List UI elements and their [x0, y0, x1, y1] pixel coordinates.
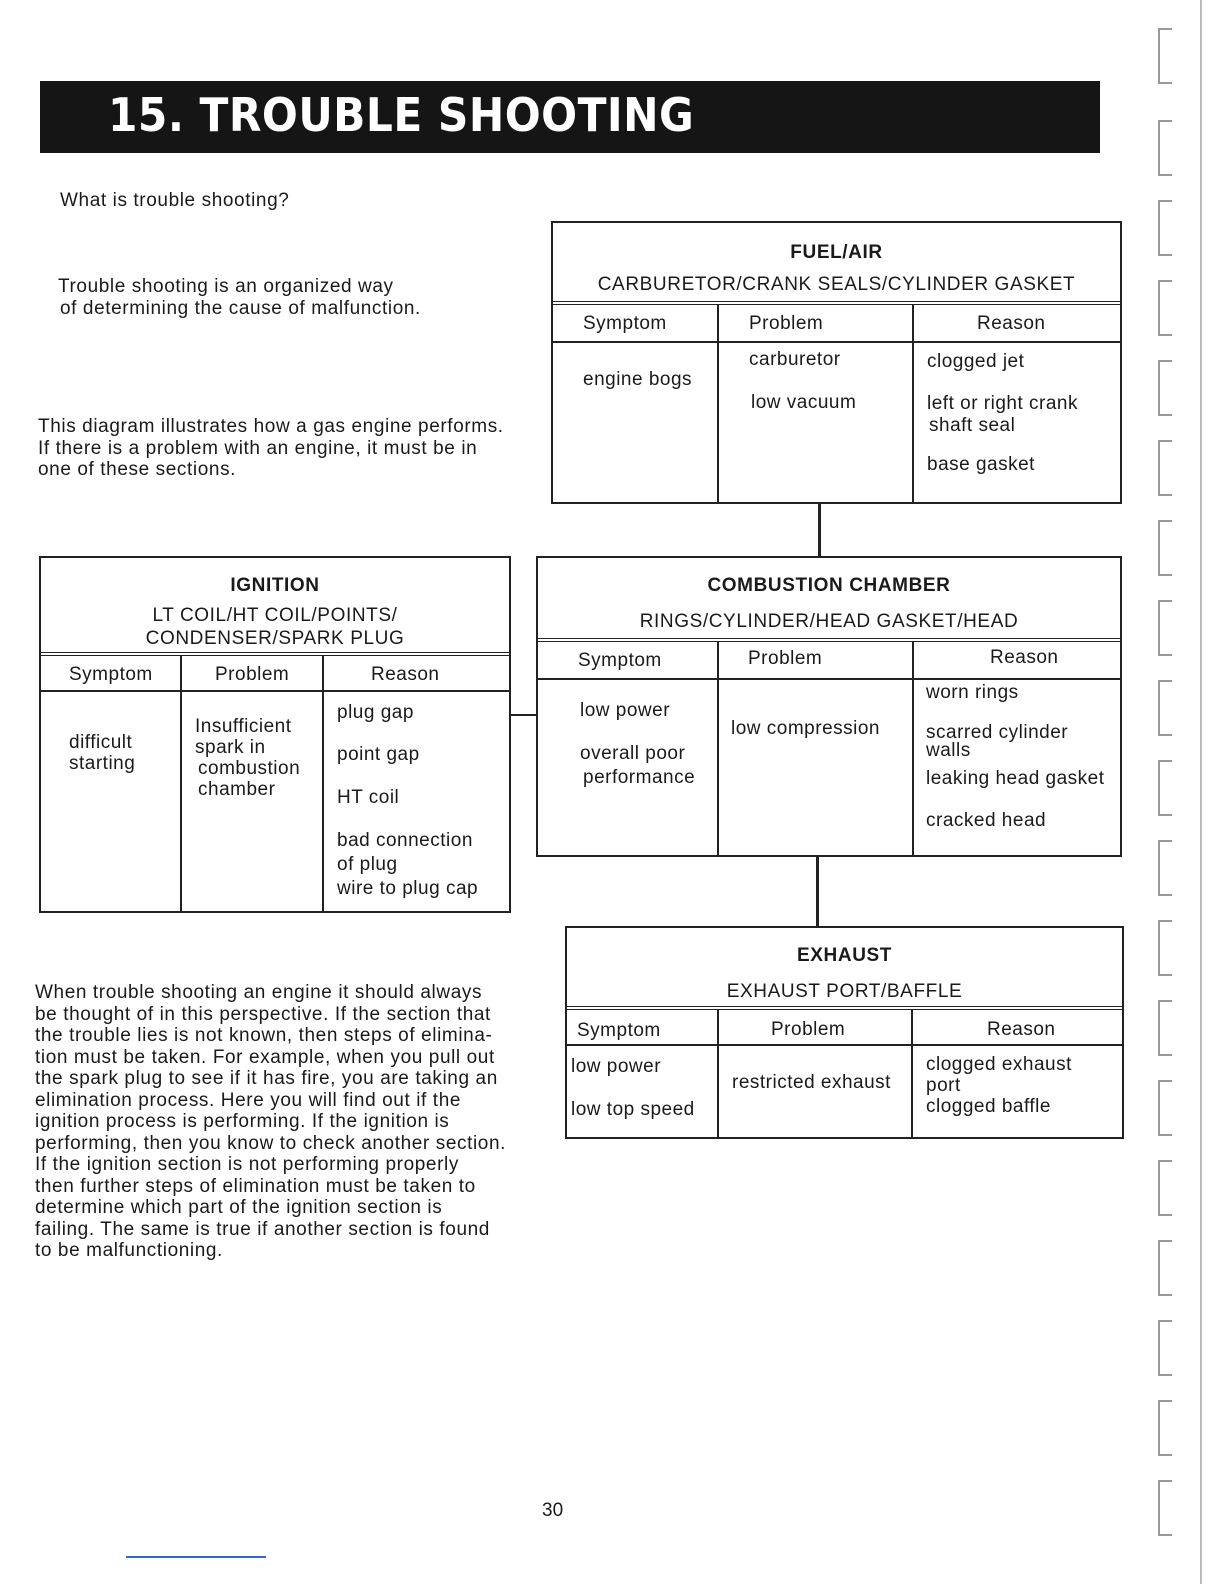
exhaust-heading: [567, 944, 1122, 1004]
binder-mark: [1158, 1240, 1172, 1296]
header-divider: [538, 678, 1120, 680]
reason-header: Reason: [987, 1019, 1056, 1040]
col-divider: [717, 1010, 719, 1137]
body-line: When trouble shooting an engine it should always: [35, 982, 483, 1003]
col-divider: [717, 642, 719, 855]
body-line: If the ignition section is not performing properly: [35, 1154, 459, 1175]
col-divider: [912, 642, 914, 855]
reason-cell: left or right crank: [927, 393, 1078, 414]
reason-line: scarred cylinder: [926, 722, 1069, 743]
reason-cell: worn rings: [926, 682, 1019, 703]
binder-mark: [1158, 120, 1172, 176]
ignition-heading: [41, 574, 509, 650]
exhaust-table: [567, 1006, 1122, 1137]
binder-mark: [1158, 1400, 1172, 1456]
reason-line: clogged baffle: [926, 1096, 1051, 1117]
reason-line: port: [926, 1075, 961, 1096]
body-line: tion must be taken. For example, when you pull out: [35, 1046, 495, 1068]
problem-header: Problem: [749, 313, 824, 334]
body-line: elimination process. Here you will find out if the: [35, 1089, 462, 1111]
reason-cell: point gap: [337, 744, 420, 765]
footer-rule: [126, 1556, 266, 1558]
combustion-subtitle: RINGS/CYLINDER/HEAD GASKET/HEAD: [639, 611, 1019, 632]
problem-header: Problem: [748, 648, 823, 669]
binder-mark: [1158, 360, 1172, 416]
ignition-subtitle-line: CONDENSER/SPARK PLUG: [145, 628, 405, 649]
page-title: 15. TROUBLE SHOOTING: [108, 88, 695, 142]
binder-mark: [1158, 280, 1172, 336]
body-line: the spark plug to see if it has fire, you are taking an: [35, 1068, 498, 1089]
reason-header: Reason: [977, 313, 1046, 334]
combustion-heading: [538, 574, 1120, 634]
problem-header: Problem: [215, 664, 290, 685]
combustion-table: [538, 638, 1120, 855]
body-paragraph: [35, 982, 506, 1262]
reason-line: walls: [926, 740, 971, 761]
symptom-header: Symptom: [69, 664, 153, 685]
binder-mark: [1158, 1160, 1172, 1216]
reason-line: of plug: [337, 854, 398, 875]
body-line: failing. The same is true if another section is found: [35, 1218, 490, 1240]
symptom-header: Symptom: [583, 313, 667, 334]
problem-line: chamber: [198, 779, 276, 800]
symptom-header: Symptom: [577, 1020, 661, 1041]
problem-line: Insufficient: [195, 716, 292, 737]
problem-line: combustion: [198, 758, 301, 779]
binder-mark: [1158, 1000, 1172, 1056]
reason-cell: cracked head: [926, 810, 1047, 831]
ignition-section: [39, 556, 511, 913]
binder-mark: [1158, 1320, 1172, 1376]
binder-mark: [1158, 600, 1172, 656]
fuel-air-section: [551, 221, 1122, 504]
symptom-cell: low top speed: [571, 1099, 695, 1120]
connector-ignition-combustion: [510, 714, 537, 716]
symptom-cell: low power: [580, 700, 671, 721]
body-line: ignition process is performing. If the ignition is: [35, 1111, 450, 1132]
reason-line: bad connection: [337, 830, 473, 851]
binder-mark: [1158, 200, 1172, 256]
definition-line: of determining the cause of malfunction.: [60, 297, 421, 319]
symptom-header: Symptom: [578, 650, 662, 671]
note-line: This diagram illustrates how a gas engine performs.: [38, 416, 504, 437]
binder-mark: [1158, 520, 1172, 576]
ignition-table: [41, 652, 509, 911]
symptom-line: overall poor: [580, 743, 686, 764]
combustion-section: [536, 556, 1122, 857]
header-divider: [41, 690, 509, 692]
reason-cell: shaft seal: [929, 415, 1016, 436]
diagram-note: [38, 416, 504, 481]
col-divider: [322, 656, 324, 911]
problem-cell: restricted exhaust: [732, 1072, 891, 1093]
col-divider: [911, 1010, 913, 1137]
binder-mark: [1158, 840, 1172, 896]
note-line: one of these sections.: [38, 459, 237, 480]
intro-definition: [58, 276, 421, 319]
combustion-title: COMBUSTION CHAMBER: [707, 575, 951, 596]
reason-line: clogged exhaust: [926, 1054, 1072, 1075]
symptom-cell: [580, 742, 695, 790]
symptom-line: starting: [69, 753, 136, 774]
body-line: determine which part of the ignition section is: [35, 1197, 443, 1218]
symptom-cell: low power: [571, 1056, 662, 1077]
intro-question: What is trouble shooting?: [60, 190, 290, 211]
fuel-air-table: [553, 301, 1120, 502]
exhaust-title: EXHAUST: [797, 945, 892, 966]
definition-line: Trouble shooting is an organized way: [58, 276, 394, 297]
ignition-subtitle-line: LT COIL/HT COIL/POINTS/: [152, 605, 398, 626]
reason-header: Reason: [371, 664, 440, 685]
header-divider: [553, 341, 1120, 343]
body-line: performing, then you know to check another section.: [35, 1132, 507, 1154]
body-line: then further steps of elimination must be taken to: [35, 1175, 476, 1197]
reason-cell: [337, 829, 478, 901]
binder-mark: [1158, 440, 1172, 496]
binder-mark: [1158, 760, 1172, 816]
reason-cell: clogged jet: [927, 351, 1025, 372]
problem-cell: low compression: [731, 718, 880, 739]
reason-cell: [926, 724, 1068, 760]
header-divider: [567, 1044, 1122, 1046]
symptom-cell: engine bogs: [583, 369, 693, 390]
reason-cell: plug gap: [337, 702, 414, 723]
problem-line: spark in: [195, 737, 266, 758]
ignition-title: IGNITION: [230, 575, 320, 596]
symptom-line: difficult: [69, 732, 133, 753]
fuel-air-title: FUEL/AIR: [790, 242, 883, 263]
body-line: be thought of in this perspective. If the section that: [35, 1003, 491, 1025]
fuel-air-subtitle: CARBURETOR/CRANK SEALS/CYLINDER GASKET: [597, 274, 1076, 295]
reason-cell: base gasket: [927, 454, 1035, 475]
binder-mark: [1158, 1080, 1172, 1136]
exhaust-section: [565, 926, 1124, 1139]
binder-mark: [1158, 680, 1172, 736]
body-line: the trouble lies is not known, then steps of elimina-: [35, 1025, 493, 1046]
symptom-cell: [69, 732, 135, 774]
page-edge: [1200, 0, 1202, 1584]
body-line: to be malfunctioning.: [35, 1240, 223, 1261]
symptom-line: performance: [583, 767, 696, 788]
binder-mark: [1158, 1480, 1172, 1536]
reason-cell: leaking head gasket: [926, 768, 1105, 789]
col-divider: [912, 305, 914, 502]
problem-header: Problem: [771, 1019, 846, 1040]
reason-header: Reason: [990, 647, 1059, 668]
binder-mark: [1158, 920, 1172, 976]
exhaust-subtitle: EXHAUST PORT/BAFFLE: [726, 981, 963, 1002]
fuel-air-heading: [553, 241, 1120, 297]
col-divider: [717, 305, 719, 502]
problem-cell: low vacuum: [751, 392, 857, 413]
note-line: If there is a problem with an engine, it must be in: [38, 437, 478, 459]
connector-combustion-exhaust: [816, 856, 819, 928]
problem-cell: carburetor: [749, 349, 841, 370]
problem-cell: [195, 716, 300, 800]
connector-fuel-combustion: [818, 504, 821, 557]
reason-cell: [926, 1054, 1072, 1117]
reason-cell: HT coil: [337, 787, 400, 808]
page-number: 30: [542, 1500, 564, 1521]
col-divider: [180, 656, 182, 911]
reason-line: wire to plug cap: [337, 878, 479, 899]
binder-mark: [1158, 28, 1172, 84]
